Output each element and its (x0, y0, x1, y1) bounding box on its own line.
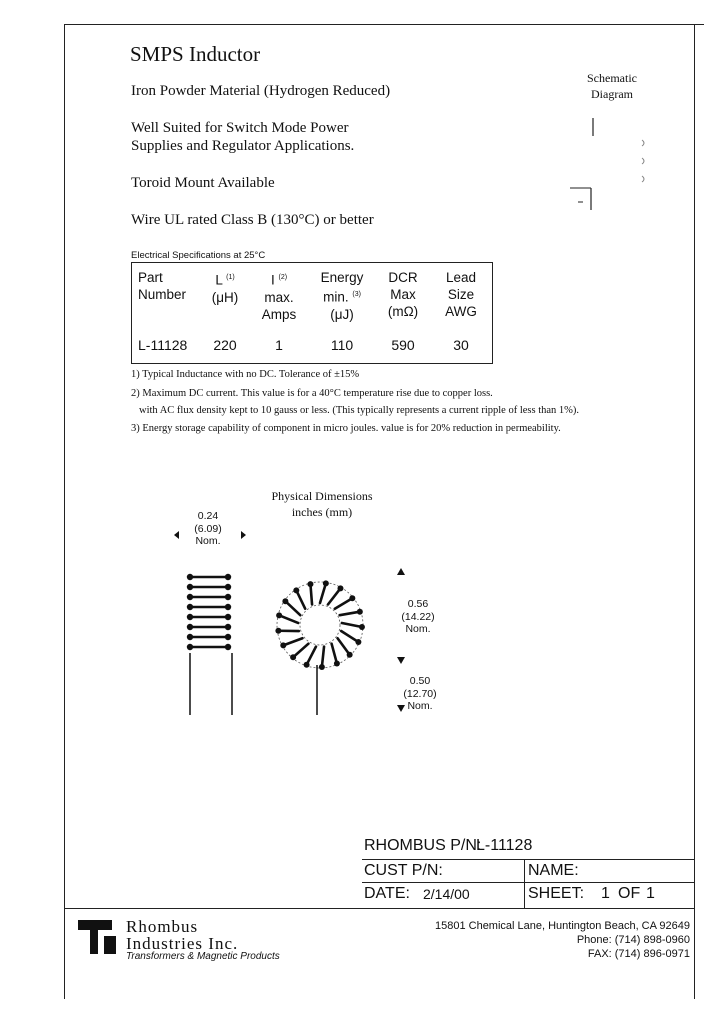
company-tagline: Transformers & Magnetic Products (126, 951, 280, 962)
dim-width-mm: (6.09) (194, 522, 222, 535)
col-dcr-line1: DCR (388, 270, 418, 285)
winding-terminal (275, 628, 281, 634)
winding-terminal (349, 595, 355, 601)
toroid-side-view (180, 565, 240, 720)
dimensions-title (262, 488, 382, 520)
sheet-number: 1 (601, 885, 610, 902)
winding-turn (328, 588, 341, 604)
rhombus-pn-label: RHOMBUS P/N: (364, 837, 482, 854)
winding-terminal (323, 580, 329, 586)
winding-turn (279, 615, 298, 623)
winding-terminal (276, 612, 282, 618)
col-energy-line1: Energy (320, 270, 364, 285)
cust-pn-label: CUST P/N: (364, 862, 443, 879)
feature-suited-line1: Well Suited for Switch Mode Power (131, 120, 349, 136)
winding-turn (335, 598, 353, 609)
winding-terminal (357, 609, 363, 615)
col-i-line1: I (270, 272, 275, 288)
cell-inductance: 220 (213, 337, 237, 353)
company-fax: FAX: (714) 896-0971 (587, 948, 690, 960)
winding-turn (340, 612, 360, 615)
feature-suited-line2: Supplies and Regulator Applications. (131, 138, 355, 154)
col-lead-line2: Size (447, 287, 475, 302)
winding-turn (310, 584, 312, 604)
winding-terminal (359, 624, 365, 630)
dim-height-in: 0.56 (407, 598, 429, 610)
winding-terminal (290, 654, 296, 660)
title-block-rule-1 (362, 859, 695, 860)
dim-height-mm: (14.22) (401, 610, 435, 623)
cell-current: 1 (275, 337, 283, 353)
col-header-energy (312, 269, 372, 323)
dim-lead-label (398, 675, 442, 713)
dim-height-label (396, 598, 440, 636)
schematic-label (572, 70, 652, 102)
note-1: 1) Typical Inductance with no DC. Tolerance of ±15% (131, 369, 360, 380)
col-i-line3: Amps (261, 306, 297, 322)
col-header-lead (436, 269, 486, 320)
title-block-rule-2 (362, 882, 695, 883)
winding-terminal (280, 642, 286, 648)
dim-width-nom: Nom. (195, 535, 221, 547)
winding-turn (338, 638, 350, 654)
col-part-line1: Part (138, 270, 163, 285)
sheet-total: 1 (646, 885, 655, 902)
toroid-top-view (260, 565, 380, 720)
winding-terminal (337, 585, 343, 591)
company-name-line1: Rhombus (126, 917, 199, 936)
winding-turn (332, 644, 337, 664)
winding-turn (342, 623, 362, 627)
cell-lead-size: 30 (453, 337, 469, 353)
dimensions-units: inches (mm) (291, 505, 353, 519)
winding-turn (285, 601, 300, 615)
page-frame-top (64, 24, 704, 25)
company-logo (76, 918, 120, 956)
schematic-diagram (560, 112, 660, 214)
winding-terminal (307, 581, 313, 587)
spec-caption: Electrical Specifications at 25°C (131, 250, 266, 261)
col-energy-sup: (3) (352, 291, 361, 298)
col-l-line1: L (215, 272, 223, 288)
name-label: NAME: (528, 862, 579, 879)
col-dcr-line2: Max (390, 287, 416, 302)
sheet-label: SHEET: (528, 885, 585, 902)
date-label: DATE: (364, 885, 410, 902)
winding-terminal (282, 598, 288, 604)
feature-material: Iron Powder Material (Hydrogen Reduced) (131, 83, 391, 99)
cell-energy: 110 (330, 337, 354, 353)
col-l-sup: (1) (226, 274, 235, 281)
winding-turn (320, 583, 326, 603)
col-header-inductance (200, 269, 250, 306)
company-phone: Phone: (714) 898-0960 (576, 934, 690, 946)
col-lead-line1: Lead (445, 270, 477, 285)
dim-lead-nom: Nom. (407, 700, 433, 712)
winding-turn (341, 631, 358, 642)
col-header-part (138, 269, 186, 303)
col-dcr-line3: (mΩ) (387, 304, 419, 319)
dim-lead-mm: (12.70) (403, 687, 437, 700)
date-value: 2/14/00 (423, 886, 470, 902)
col-i-line2: max. (264, 289, 294, 305)
dim-height-nom: Nom. (405, 623, 431, 635)
col-part-line2: Number (138, 287, 187, 302)
company-address: 15801 Chemical Lane, Huntington Beach, CA 92649 (434, 920, 690, 932)
feature-wire: Wire UL rated Class B (130°C) or better (131, 212, 374, 228)
note-2-cont: with AC flux density kept to 10 gauss or less. (This typically represents a current ripple of less than 1%). (139, 405, 580, 416)
winding-turn (283, 638, 302, 645)
rhombus-pn-value: L-11128 (476, 837, 533, 854)
note-3: 3) Energy storage capability of component in micro joules. value is for 20% reduction in permeability. (131, 423, 561, 434)
page-frame-left (64, 24, 65, 999)
dimensions-title-line1: Physical Dimensions (271, 489, 373, 503)
col-energy-line2: min. (323, 289, 349, 305)
cell-dcr: 590 (391, 337, 415, 353)
company-name-line2: Industries Inc. (126, 934, 239, 953)
title-block-divider (524, 859, 525, 908)
col-header-current (254, 269, 304, 323)
winding-terminal (319, 664, 325, 670)
winding-turn (293, 644, 308, 658)
winding-turn (307, 647, 316, 665)
title-block-rule-3 (64, 908, 694, 909)
col-l-line2: (μH) (211, 289, 239, 305)
dim-lead-in: 0.50 (409, 675, 431, 687)
cell-part-number: L-11128 (138, 337, 188, 353)
winding-terminal (304, 662, 310, 668)
col-lead-line3: AWG (445, 304, 477, 319)
col-header-dcr (378, 269, 428, 320)
winding-terminal (293, 587, 299, 593)
col-i-sup: (2) (278, 274, 288, 281)
feature-mount: Toroid Mount Available (131, 175, 275, 191)
note-2: 2) Maximum DC current. This value is for a 40°C temperature rise due to copper loss. (131, 388, 493, 399)
winding-turn (296, 590, 305, 608)
winding-terminal (355, 639, 361, 645)
schematic-label-line1: Schematic (587, 71, 637, 85)
sheet-of: OF (618, 885, 641, 902)
winding-turn (322, 647, 324, 667)
col-energy-line3: (μJ) (330, 306, 354, 322)
page-frame-right (694, 24, 695, 999)
schematic-label-line2: Diagram (591, 87, 633, 101)
dim-width-in: 0.24 (197, 510, 219, 522)
dim-width-arrows (170, 522, 250, 545)
winding-terminal (347, 652, 353, 658)
page-title: SMPS Inductor (130, 42, 261, 66)
spec-table (131, 262, 493, 364)
winding-terminal (334, 660, 340, 666)
